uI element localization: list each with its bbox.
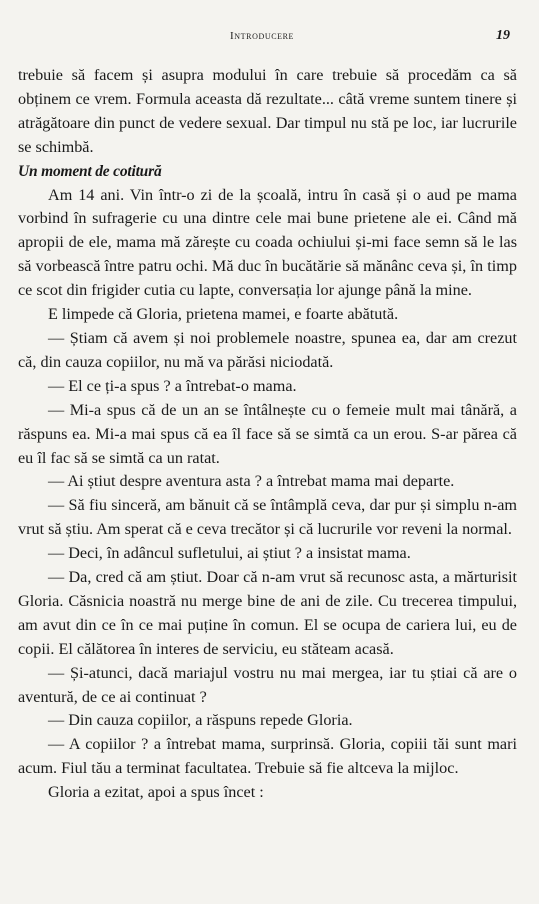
running-title: Introducere (230, 30, 295, 42)
dialogue-line: — Din cauza copiilor, a răspuns repede Gloria. (48, 711, 353, 730)
dialogue-line: — Să fiu sinceră, am bănuit că se întâmplă ceva, dar pur și simplu n-am vrut să știu. Am sperat că e ceva trecător și că lucrurile vor reveni la normal. (18, 496, 517, 539)
dialogue-line: — Și-atunci, dacă mariajul vostru nu mai mergea, iar tu știai că are o aventură, de ce ai continuat ? (18, 663, 517, 706)
paragraph: Gloria a ezitat, apoi a spus încet : (48, 783, 264, 802)
dialogue-line: — Da, cred că am știut. Doar că n-am vrut să recunosc asta, a mărturisit Gloria. Căsnicia noastră nu merge bine de ani de zile. Cu trecerea timpului, am avut din ce în ce mai puține în comun. El se ocupa de cariera lui, eu de copii. El călătorea în interes de serviciu, eu stăteam acasă. (18, 568, 517, 658)
dialogue-line: — A copiilor ? a întrebat mama, surprinsă. Gloria, copiii tăi sunt mari acum. Fiul tău a terminat facultatea. Trebuie să fie altceva la mijloc. (18, 735, 517, 778)
section-heading: Un moment de cotitură (18, 162, 162, 180)
dialogue-line: — Știam că avem și noi problemele noastre, spunea ea, dar am crezut că, din cauza copiilor, nu mă va părăsi niciodată. (18, 328, 517, 371)
page-number: 19 (496, 28, 510, 43)
body-text (18, 64, 517, 805)
running-head (0, 28, 539, 48)
paragraph-continued: trebuie să facem și asupra modului în care trebuie să procedăm ca să obținem ce vrem. Formula aceasta dă rezultate... câtă vreme suntem tinere și atrăgătoare din punct de vedere sexual. Dar timpul nu stă pe loc, iar lucrurile se schimbă. (18, 66, 517, 156)
paragraph: Am 14 ani. Vin într-o zi de la școală, intru în casă și o aud pe mama vorbind în sufragerie cu una dintre cele mai bune prietene ale ei. Când mă apropii de ele, mama mă zărește cu coada ochiului și-mi face semn să le las să vorbească între patru ochi. Mă duc în bucătărie să mănânc ceva și, în timp ce scot din frigider cutia cu lapte, conversația lor ajunge până la mine. (18, 185, 517, 300)
dialogue-line: — Deci, în adâncul sufletului, ai știut ? a insistat mama. (48, 544, 411, 563)
paragraph: E limpede că Gloria, prietena mamei, e foarte abătută. (48, 305, 399, 324)
dialogue-line: — El ce ți-a spus ? a întrebat-o mama. (48, 376, 297, 395)
dialogue-line: — Mi-a spus că de un an se întâlnește cu o femeie mult mai tânără, a răspuns ea. Mi-a mai spus că ea îl face să se simtă ca un erou. S-ar părea că eu îl fac să se simtă ca un ratat. (18, 400, 517, 467)
dialogue-line: — Ai știut despre aventura asta ? a întrebat mama mai departe. (48, 472, 455, 491)
